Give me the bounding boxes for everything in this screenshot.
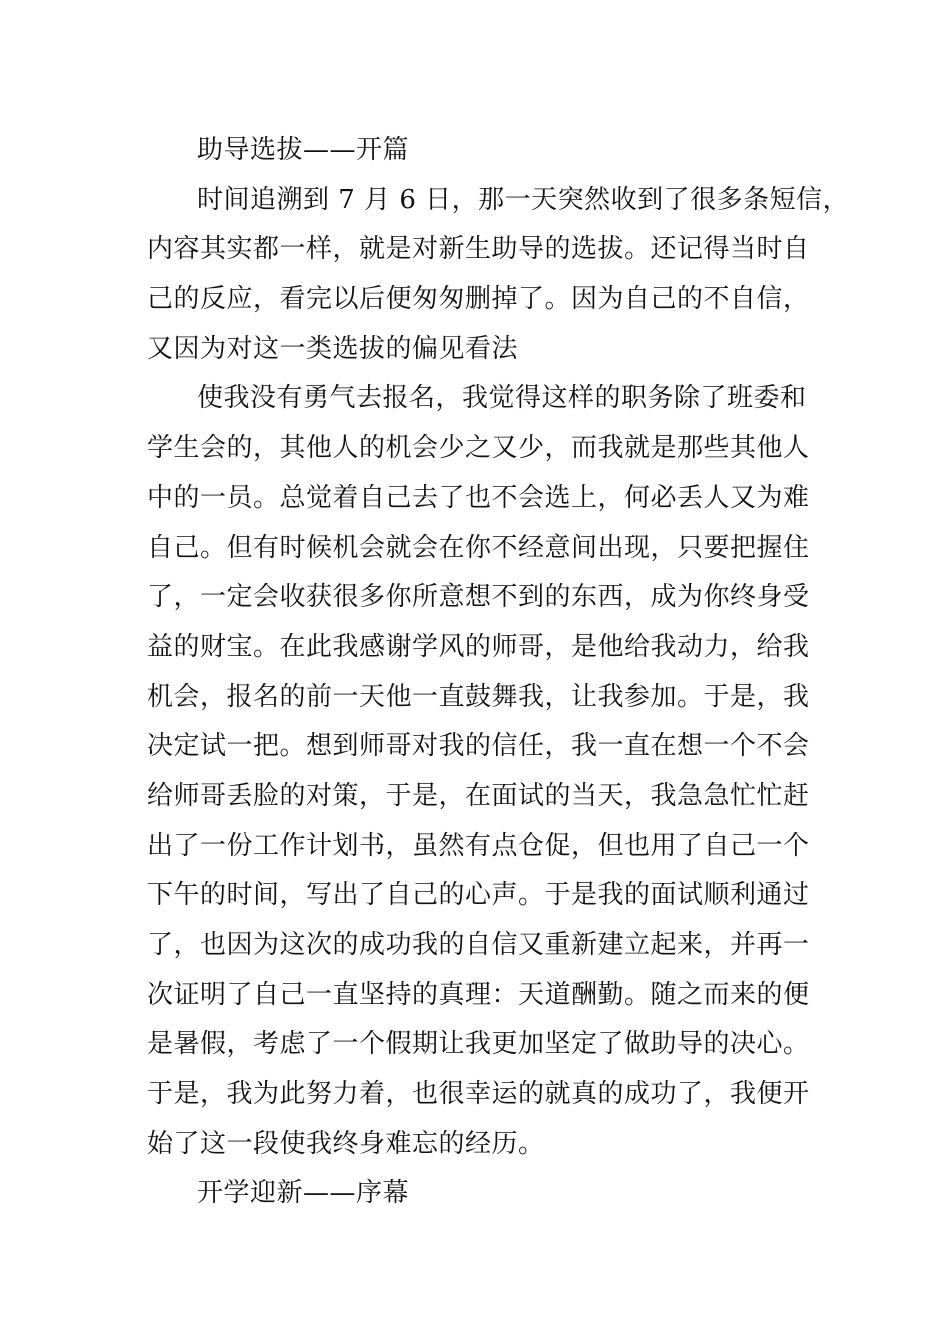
paragraph-line: 自己。但有时候机会就会在你不经意间出现，只要把握住 xyxy=(147,532,810,563)
paragraph-line: 是暑假，考虑了一个假期让我更加坚定了做助导的决心。 xyxy=(147,1029,810,1060)
paragraph-line: 了，也因为这次的成功我的自信又重新建立起来，并再一 xyxy=(147,930,810,960)
paragraph-line: 下午的时间，写出了自己的心声。于是我的面试顺利通过 xyxy=(147,880,810,911)
paragraph-line: 己的反应，看完以后便匆匆删掉了。因为自己的不自信， xyxy=(147,284,810,315)
paragraph-line: 使我没有勇气去报名，我觉得这样的职务除了班委和 xyxy=(197,383,807,414)
paragraph-line: 时间追溯到 7 月 6 日，那一天突然收到了很多条短信， xyxy=(197,184,850,215)
paragraph-line: 又因为对这一类选拔的偏见看法 xyxy=(147,333,519,364)
paragraph-line: 始了这一段使我终身难忘的经历。 xyxy=(147,1128,545,1159)
paragraph-line: 次证明了自己一直坚持的真理：天道酬勤。随之而来的便 xyxy=(147,979,810,1010)
paragraph-line: 益的财宝。在此我感谢学风的师哥，是他给我动力，给我 xyxy=(147,631,810,662)
paragraph-line: 了，一定会收获很多你所意想不到的东西，成为你终身受 xyxy=(147,582,810,613)
document-body xyxy=(147,126,850,1219)
paragraph-line: 内容其实都一样，就是对新生助导的选拔。还记得当时自 xyxy=(147,234,810,265)
paragraph-line: 中的一员。总觉着自己去了也不会选上，何必丢人又为难 xyxy=(147,482,810,513)
section-heading-orientation: 开学迎新——序幕 xyxy=(197,1178,410,1209)
paragraph-line: 机会，报名的前一天他一直鼓舞我，让我参加。于是，我 xyxy=(147,681,810,712)
paragraph-line: 出了一份工作计划书，虽然有点仓促，但也用了自己一个 xyxy=(147,830,810,861)
paragraph-line: 决定试一把。想到师哥对我的信任，我一直在想一个不会 xyxy=(147,731,810,762)
paragraph-line: 于是，我为此努力着，也很幸运的就真的成功了，我便开 xyxy=(147,1079,810,1110)
section-heading-selection: 助导选拔——开篇 xyxy=(197,135,410,165)
paragraph-line: 学生会的，其他人的机会少之又少，而我就是那些其他人 xyxy=(147,433,810,464)
paragraph-line: 给师哥丢脸的对策，于是，在面试的当天，我急急忙忙赶 xyxy=(147,780,810,811)
